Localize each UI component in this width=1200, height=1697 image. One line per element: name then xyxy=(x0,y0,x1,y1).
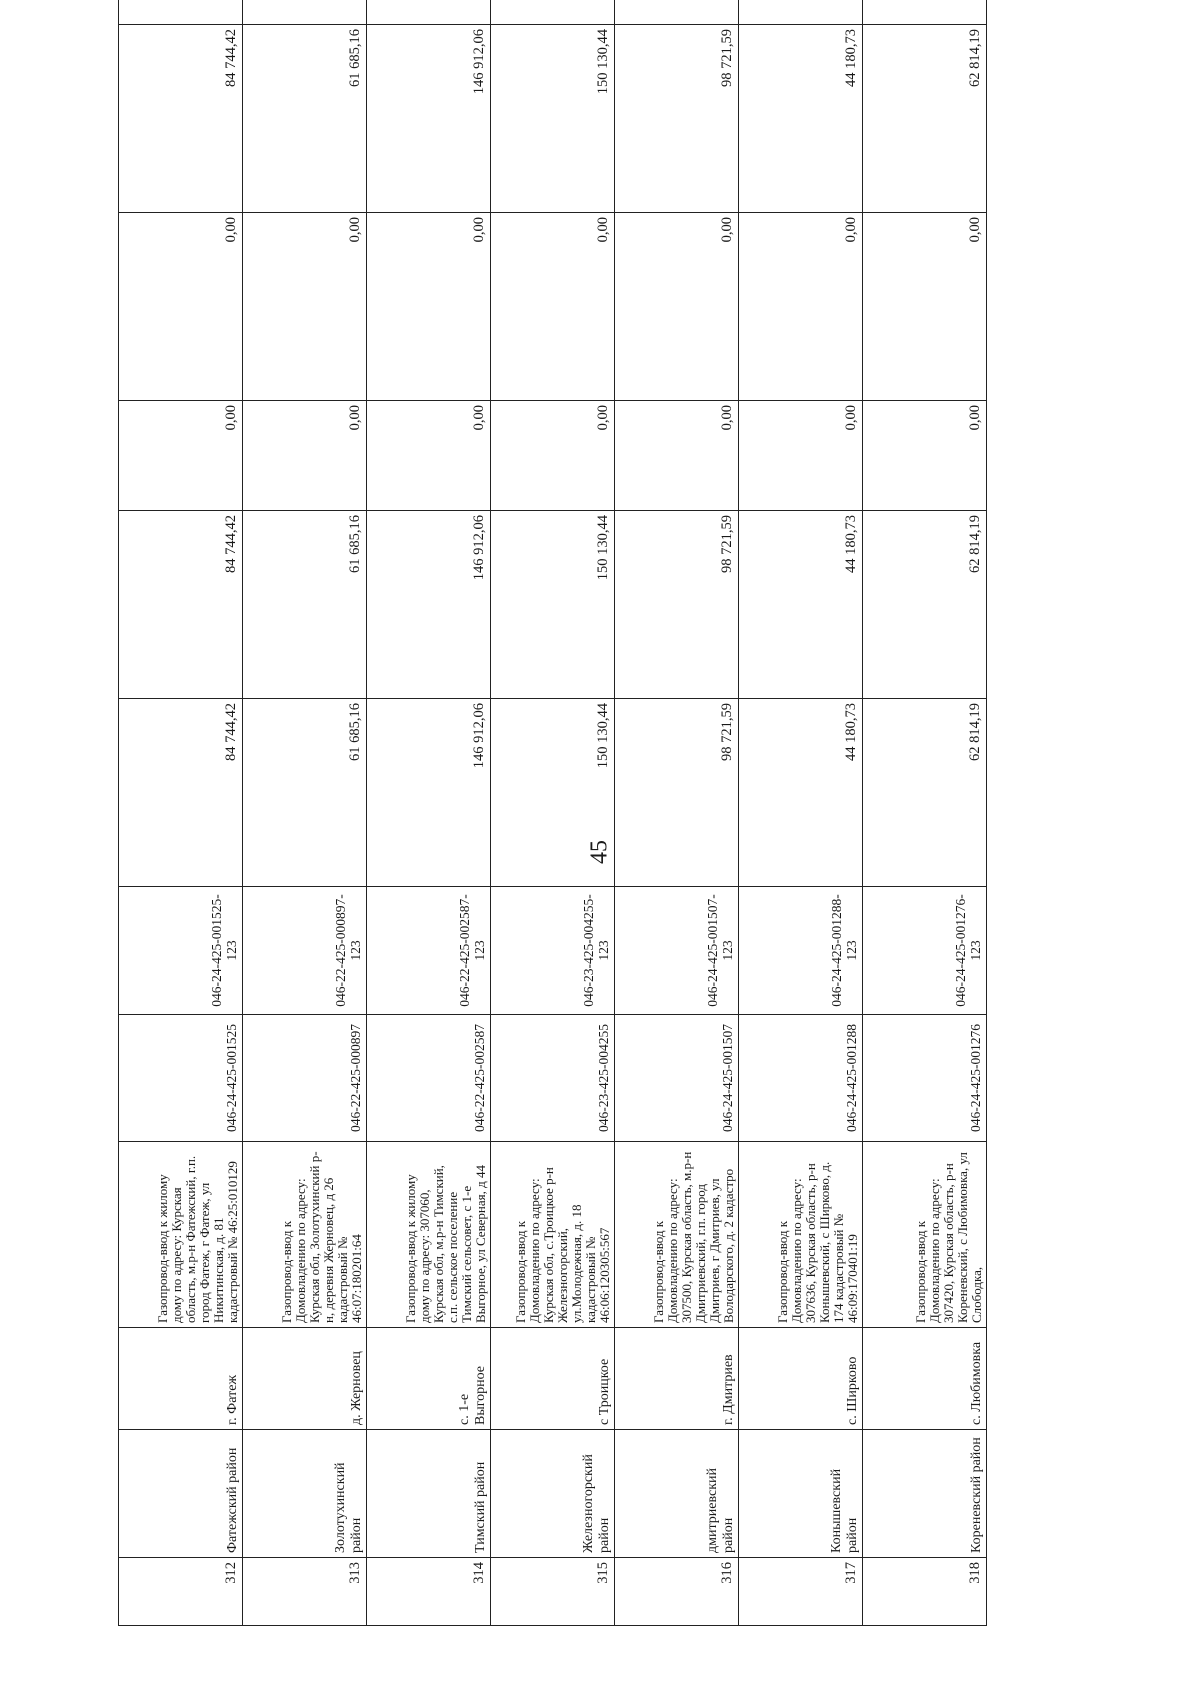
code-full-cell: 046-24-425-001525-123 xyxy=(119,887,243,1015)
value-cell: 0,00 xyxy=(367,213,491,401)
code-cell: 046-24-425-001507 xyxy=(615,1015,739,1142)
description-cell: Газопровод-ввод к жилому дому по адресу: Курская область, м.р-н Фатежский, г.п. город Фатеж, г Фатеж, ул Никитинская, д. 81 кадастровый № 46:25:010129 xyxy=(119,1142,243,1328)
code-cell: 046-22-425-002587 xyxy=(367,1015,491,1142)
value-cell: 146 912,06 xyxy=(367,699,491,887)
table-row xyxy=(615,0,739,1626)
code-cell: 046-24-425-001288 xyxy=(739,1015,863,1142)
locality-cell: с. 1-е Выгорное xyxy=(367,1328,491,1430)
value-cell: 146 912,06 xyxy=(367,511,491,699)
value-cell: 150 130,44 xyxy=(491,699,615,887)
value-cell: 146 912,06 xyxy=(367,25,491,213)
locality-cell: с. Любимовка xyxy=(863,1328,987,1430)
page-number: 45 xyxy=(586,840,613,864)
description-cell: Газопровод-ввод к жилому дому по адресу: 307060, Курская обл, м.р-н Тимский, с.п. сельское поселение Тимский сельсовет, с 1-е Выгорное, ул Северная, д 44 xyxy=(367,1142,491,1328)
value-cell: 0,00 xyxy=(739,213,863,401)
value-cell: 98 721,59 xyxy=(615,511,739,699)
value-cell: 0,00 xyxy=(367,401,491,511)
value-cell: 44 180,73 xyxy=(739,25,863,213)
code-cell: 046-22-425-000897 xyxy=(243,1015,367,1142)
data-table xyxy=(118,0,987,1626)
value-cell xyxy=(367,0,491,25)
code-cell: 046-24-425-001276 xyxy=(863,1015,987,1142)
row-index: 312 xyxy=(119,1558,243,1626)
value-cell: 0,00 xyxy=(119,401,243,511)
table-row xyxy=(739,0,863,1626)
code-full-cell: 046-24-425-001507-123 xyxy=(615,887,739,1015)
locality-cell: г. Фатеж xyxy=(119,1328,243,1430)
code-cell: 046-23-425-004255 xyxy=(491,1015,615,1142)
value-cell: 84 744,42 xyxy=(119,511,243,699)
locality-cell: с. Ширково xyxy=(739,1328,863,1430)
locality-cell: с Троицкое xyxy=(491,1328,615,1430)
description-cell: Газопровод-ввод к Домовладению по адресу: Курская обл, с.Троицкое р-н Железногорский, ул.Молодежная, д. 18 кадастровый № 46:06:120305:567 xyxy=(491,1142,615,1328)
description-cell: Газопровод-ввод к Домовладению по адресу: 307636, Курская область, р-н Конышевский, с Ширково, д. 174 кадастровый № 46:09:170401:19 xyxy=(739,1142,863,1328)
value-cell: 84 744,42 xyxy=(119,699,243,887)
value-cell xyxy=(863,0,987,25)
code-full-cell: 046-24-425-001276-123 xyxy=(863,887,987,1015)
district-cell: дмитриевский район xyxy=(615,1430,739,1558)
value-cell xyxy=(243,0,367,25)
row-index: 318 xyxy=(863,1558,987,1626)
row-index: 313 xyxy=(243,1558,367,1626)
rotated-table-container xyxy=(118,29,1018,1626)
value-cell: 0,00 xyxy=(863,213,987,401)
description-cell: Газопровод-ввод к Домовладению по адресу: Курская обл, Золотухинский р-н, деревня Жерновец, д 26 кадастровый № 46:07:180201:64 xyxy=(243,1142,367,1328)
value-cell xyxy=(739,0,863,25)
value-cell: 0,00 xyxy=(243,213,367,401)
value-cell: 84 744,42 xyxy=(119,25,243,213)
district-cell: Кореневский район xyxy=(863,1430,987,1558)
value-cell: 0,00 xyxy=(863,401,987,511)
district-cell: Тимский район xyxy=(367,1430,491,1558)
description-cell: Газопровод-ввод к Домовладению по адресу: 307420, Курская область, р-н Кореневский, с Любимовка, ул Слободка, xyxy=(863,1142,987,1328)
value-cell: 62 814,19 xyxy=(863,25,987,213)
table-row xyxy=(243,0,367,1626)
code-full-cell: 046-22-425-000897-123 xyxy=(243,887,367,1015)
value-cell xyxy=(615,0,739,25)
value-cell: 61 685,16 xyxy=(243,511,367,699)
district-cell: Конышевский район xyxy=(739,1430,863,1558)
locality-cell: г. Дмитриев xyxy=(615,1328,739,1430)
table-row xyxy=(119,0,243,1626)
value-cell: 61 685,16 xyxy=(243,699,367,887)
locality-cell: д. Жерновец xyxy=(243,1328,367,1430)
value-cell: 150 130,44 xyxy=(491,25,615,213)
value-cell: 62 814,19 xyxy=(863,699,987,887)
row-index: 314 xyxy=(367,1558,491,1626)
district-cell: Железногорский район xyxy=(491,1430,615,1558)
value-cell: 44 180,73 xyxy=(739,699,863,887)
value-cell xyxy=(491,0,615,25)
value-cell: 0,00 xyxy=(739,401,863,511)
table-row xyxy=(491,0,615,1626)
district-cell: Фатежский район xyxy=(119,1430,243,1558)
value-cell: 62 814,19 xyxy=(863,511,987,699)
value-cell: 44 180,73 xyxy=(739,511,863,699)
code-cell: 046-24-425-001525 xyxy=(119,1015,243,1142)
value-cell: 0,00 xyxy=(119,213,243,401)
code-full-cell: 046-22-425-002587-123 xyxy=(367,887,491,1015)
row-index: 316 xyxy=(615,1558,739,1626)
table-row xyxy=(367,0,491,1626)
table-row xyxy=(863,0,987,1626)
code-full-cell: 046-23-425-004255-123 xyxy=(491,887,615,1015)
value-cell xyxy=(119,0,243,25)
value-cell: 98 721,59 xyxy=(615,699,739,887)
description-cell: Газопровод-ввод к Домовладению по адресу: 307500, Курская область, м.р-н Дмитриевский, г.п. город Дмитриев, г Дмитриев, ул Володарского, д. 2 кадастро xyxy=(615,1142,739,1328)
code-full-cell: 046-24-425-001288-123 xyxy=(739,887,863,1015)
value-cell: 0,00 xyxy=(243,401,367,511)
value-cell: 98 721,59 xyxy=(615,25,739,213)
value-cell: 61 685,16 xyxy=(243,25,367,213)
row-index: 315 xyxy=(491,1558,615,1626)
value-cell: 0,00 xyxy=(615,213,739,401)
row-index: 317 xyxy=(739,1558,863,1626)
district-cell: Золотухинский район xyxy=(243,1430,367,1558)
value-cell: 0,00 xyxy=(615,401,739,511)
value-cell: 150 130,44 xyxy=(491,511,615,699)
value-cell: 0,00 xyxy=(491,401,615,511)
value-cell: 0,00 xyxy=(491,213,615,401)
